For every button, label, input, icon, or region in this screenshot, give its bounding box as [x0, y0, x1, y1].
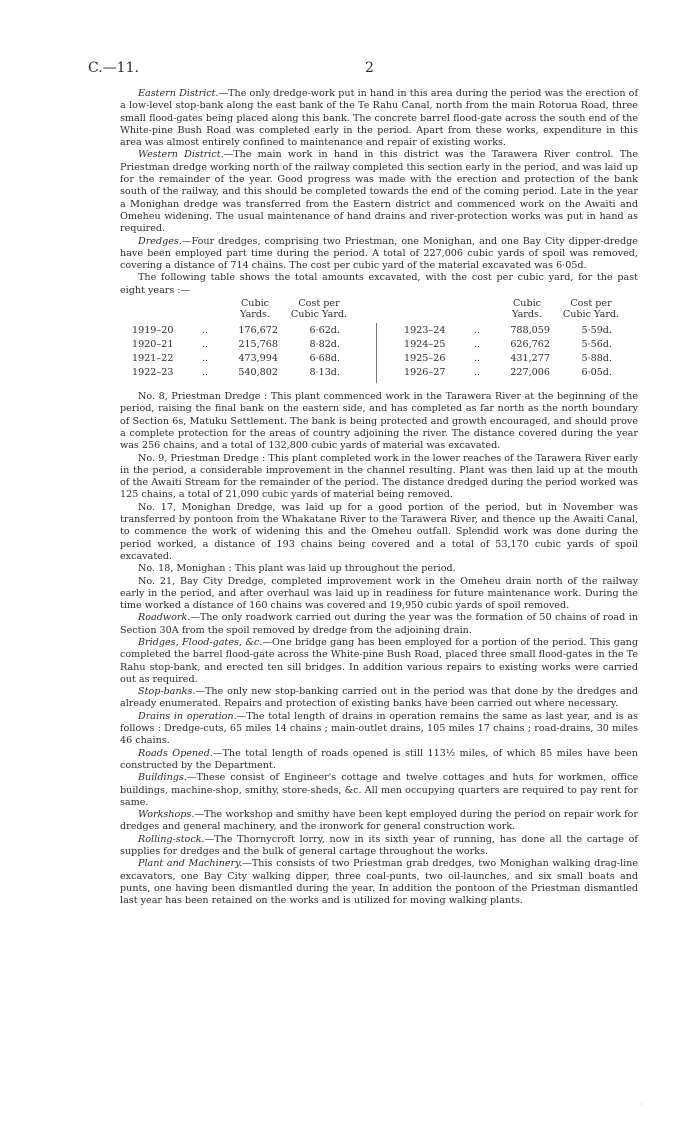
row-cost: 6·68d. — [309, 353, 340, 365]
paragraph — [120, 612, 638, 637]
document-body — [120, 88, 638, 908]
paragraph-text: No. 17, Monighan Dredge, was laid up for a good portion of the period, but in November was transferred by pontoon from the Whakatane River to the Tarawera River, and thence up the Awaiti Canal, to commence the work of widening this and the Omeheu outfall. Splendid work was done during the period worked, a distance of 193 chains being covered and a total of 53,170 cubic yards of spoil excavated. — [120, 501, 638, 562]
row-year: 1925–26 — [404, 353, 446, 365]
paragraph-text: —The main work in hand in this district was the Tarawera River control. The Priestman dredge working north of the railway completed this section early in the period, and was laid up for the remainder of the year. Good progress was made with the erection and protection of the bank south of the railway, and this should be completed towards the end of the coming period. Late in the year a Monighan dredge was transferred from the Eastern district and commenced work on the Awaiti and Omeheu widening. The usual maintenance of hand drains and river-protection works was put in hand as required. — [120, 149, 639, 235]
row-yards: 788,059 — [510, 325, 550, 337]
paragraph-text: The following table shows the total amounts excavated, with the cost per cubic yard, for the past eight years :— — [120, 272, 638, 296]
paragraph-text: —The only roadwork carried out during the year was the formation of 50 chains of road in Section 30A from the spoil removed by dredge from the adjoining drain. — [120, 612, 638, 636]
row-dots: .. — [474, 367, 481, 379]
paragraph-lead: Drains in operation. — [138, 710, 237, 722]
paragraph — [120, 391, 638, 452]
paragraph — [120, 748, 638, 773]
paragraph-lead: Buildings. — [138, 772, 187, 784]
paragraph — [120, 686, 638, 711]
paragraph-text: —The workshop and smithy have been kept employed during the period on repair work for dredges and general machinery, and the ironwork for general construction work. — [120, 809, 638, 833]
paragraph-text: —Four dredges, comprising two Priestman, one Monighan, and one Bay City dipper-dredge have been employed part time during the period. A total of 227,006 cubic yards of spoil was removed, covering a distance of 714 chains. The cost per cubic yard of the material excavated was 6·05d. — [120, 235, 638, 272]
paragraph-text: —The only new stop-banking carried out in the period was that done by the dredges and already enumerated. Repairs and protection of existing banks have been carried out where necessary. — [120, 686, 638, 710]
paragraph-lead: Bridges, Flood-gates, &c. — [138, 636, 263, 648]
col-head-cost-left: Cost per Cubic Yard. — [290, 298, 348, 320]
paragraph — [120, 576, 638, 613]
row-year: 1922–23 — [132, 367, 174, 379]
paragraph — [120, 453, 638, 502]
paragraph — [120, 272, 638, 297]
row-year: 1921–22 — [132, 353, 174, 365]
row-cost: 5·56d. — [581, 339, 612, 351]
paragraph-lead: Roadwork. — [138, 612, 191, 624]
row-yards: 215,768 — [238, 339, 278, 351]
paragraphs-bottom — [120, 391, 638, 907]
paragraph-lead: Roads Opened. — [138, 747, 213, 759]
row-cost: 6·62d. — [309, 325, 340, 337]
row-cost: 5·88d. — [581, 353, 612, 365]
paragraph-lead: Plant and Machinery. — [138, 858, 243, 870]
col-head-cubic-left: Cubic Yards. — [239, 298, 270, 320]
paragraph-lead: Western District. — [138, 149, 224, 161]
row-yards: 227,006 — [510, 367, 550, 379]
paragraph-text: —This consists of two Priestman grab dredges, two Monighan walking drag-line excavators, one Bay City walking dipper, three coal-punts, two oil-launches, and six small boats and punts, one having been dismantled during the year. In addition the pontoon of the Priestman dismantled last year has been retained on the works and is utilized for moving walking plants. — [120, 858, 638, 907]
row-dots: .. — [202, 339, 209, 351]
paragraph — [120, 772, 638, 809]
excavation-table — [120, 299, 638, 385]
paragraph-lead: Rolling-stock. — [138, 833, 205, 845]
paragraph-text: No. 8, Priestman Dredge : This plant commenced work in the Tarawera River at the beginning of the period, raising the final bank on the eastern side, and has completed as far north as the north boundary of Section 6s, Matuku Settlement. The bank is being protected and growth encouraged, and should prove a complete protection for the areas of country adjoining the river. The distance covered during the year was 256 chains, and a total of 132,800 cubic yards of material was excavated. — [120, 391, 638, 452]
row-year: 1926–27 — [404, 367, 446, 379]
scan-mark: · — [640, 1100, 643, 1109]
table-row — [120, 339, 638, 351]
paragraph-text: —One bridge gang has been employed for a portion of the period. This gang completed the barrel flood-gate across the White-pine Bush Road, placed three small flood-gates in the Te Rahu stop-bank, and erected ten sill bridges. In addition various repairs to existing works were carried out as required. — [120, 636, 638, 685]
paragraph-lead: Stop-banks. — [138, 686, 196, 698]
paragraph — [120, 809, 638, 834]
paragraph — [120, 502, 638, 563]
col-head-cubic-right: Cubic Yards. — [511, 298, 542, 320]
row-cost: 8·82d. — [309, 339, 340, 351]
row-year: 1924–25 — [404, 339, 446, 351]
row-dots: .. — [202, 325, 209, 337]
row-dots: .. — [474, 325, 481, 337]
row-dots: .. — [202, 353, 209, 365]
row-yards: 626,762 — [510, 339, 550, 351]
paragraph-text: —The Thornycroft lorry, now in its sixth year of running, has done all the cartage of supplies for dredges and the bulk of general cartage throughout the works. — [120, 833, 638, 858]
paragraph-lead: Eastern District. — [138, 88, 219, 99]
paragraph — [120, 88, 638, 149]
row-yards: 431,277 — [510, 353, 550, 365]
paragraph — [120, 834, 638, 859]
paragraph — [120, 563, 638, 575]
row-yards: 176,672 — [238, 325, 278, 337]
paragraph-text: —These consist of Engineer's cottage and twelve cottages and huts for workmen, office buildings, machine-shop, smithy, store-sheds, &c. All men occupying quarters are required to pay rent for same. — [120, 772, 638, 808]
paragraph-text: No. 18, Monighan : This plant was laid up throughout the period. — [138, 563, 456, 575]
row-year: 1919–20 — [132, 325, 174, 337]
paragraph — [120, 149, 638, 235]
paragraph-text: No. 21, Bay City Dredge, completed improvement work in the Omeheu drain north of the railway early in the period, and after overhaul was laid up in readiness for future maintenance work. During the time worked a distance of 160 chains was covered and 19,950 cubic yards of spoil removed. — [120, 575, 638, 612]
col-head-cost-right: Cost per Cubic Yard. — [562, 298, 620, 320]
paragraph — [120, 711, 638, 748]
document-code: C.—11. — [88, 60, 139, 76]
row-cost: 8·13d. — [309, 367, 340, 379]
row-dots: .. — [474, 353, 481, 365]
paragraph — [120, 858, 638, 907]
paragraph-text: —The only dredge-work put in hand in this area during the period was the erection of a low-level stop-bank along the east bank of the Te Rahu Canal, north from the main Rotorua Road, three small flood-gates being placed along this bank. The concrete barrel flood-gate across the south end of the White-pine Bush Road was completed early in the period. Apart from these works, expenditure in this area was almost entirely confined to maintenance and repair of existing works. — [120, 88, 638, 149]
page-number: 2 — [365, 60, 374, 76]
row-cost: 6·05d. — [581, 367, 612, 379]
row-dots: .. — [202, 367, 209, 379]
paragraph-text: —The total length of drains in operation remains the same as last year, and is as follows : Dredge-cuts, 65 miles 14 chains ; main-outlet drains, 105 miles 17 chains ; road-drains, 30 miles 46 chains. — [120, 710, 639, 747]
row-yards: 540,802 — [238, 367, 278, 379]
paragraph-text: No. 9, Priestman Dredge : This plant completed work in the lower reaches of the Tarawera River early in the period, a considerable improvement in the channel resulting. Plant was then laid up at the mouth of the Awaiti Stream for the remainder of the period. The distance dredged during the period worked was 125 chains, a total of 21,090 cubic yards of material being removed. — [120, 452, 638, 501]
row-dots: .. — [474, 339, 481, 351]
page-header — [88, 60, 638, 80]
table-row — [120, 367, 638, 379]
paragraph-lead: Dredges. — [138, 235, 182, 247]
row-year: 1920–21 — [132, 339, 174, 351]
table-row — [120, 325, 638, 337]
paragraph-text: —The total length of roads opened is still 113½ miles, of which 85 miles have been constructed by the Department. — [120, 747, 638, 771]
paragraph-lead: Workshops. — [138, 809, 195, 821]
row-cost: 5·59d. — [581, 325, 612, 337]
row-year: 1923–24 — [404, 325, 446, 337]
paragraph — [120, 637, 638, 686]
table-row — [120, 353, 638, 365]
paragraphs-top — [120, 88, 638, 297]
row-yards: 473,994 — [238, 353, 278, 365]
paragraph — [120, 236, 638, 273]
